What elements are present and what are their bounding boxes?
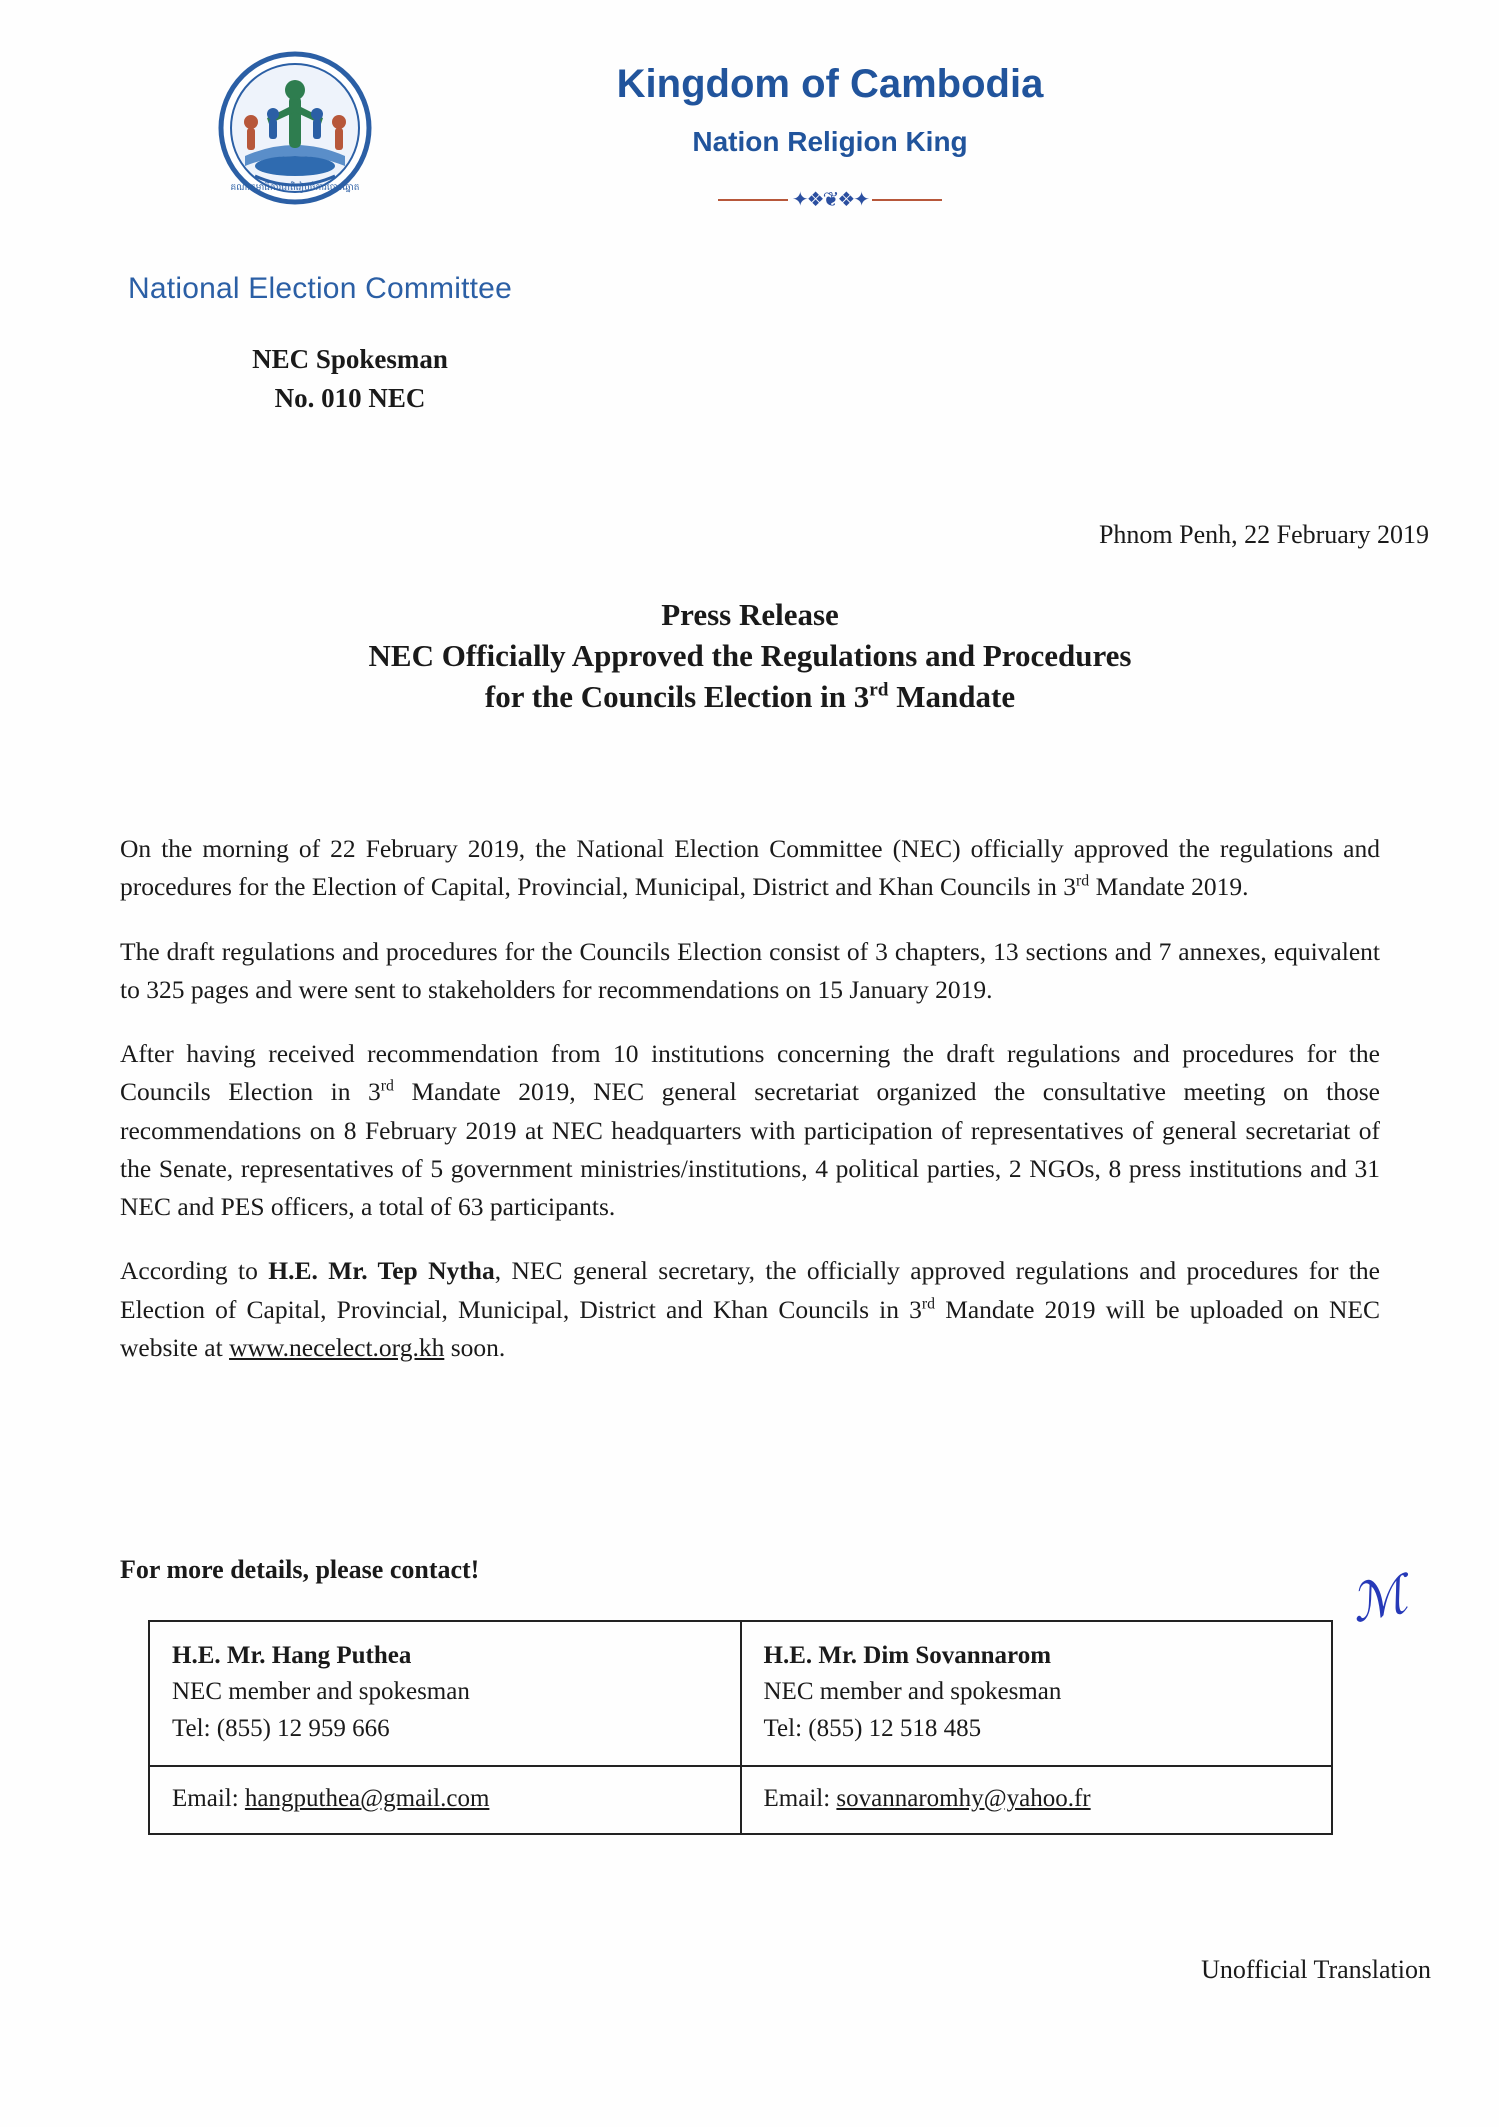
contact-email-cell-2: [741, 1766, 1333, 1834]
paragraph-4: According to H.E. Mr. Tep Nytha, NEC general secretary, the officially approved regulations and procedures for the Election of Capital, Provincial, Municipal, District and Khan Councils in 3rd Mandate 2019 will be uploaded on NEC website at www.necelect.org.kh soon.: [120, 1256, 1380, 1362]
contact-tel: Tel: (855) 12 959 666: [172, 1714, 390, 1742]
paragraph-3: After having received recommendation from 10 institutions concerning the draft regulations and procedures for the Councils Election in 3rd Mandate 2019, NEC general secretariat organized the consultative meeting on those recommendations on 8 February 2019 at NEC headquarters with participation of representatives of general secretariat of the Senate, representatives of 5 government ministries/institutions, 4 political parties, 2 NGOs, 8 press institutions and 31 NEC and PES officers, a total of 63 participants.: [120, 1039, 1380, 1221]
national-motto: Nation Religion King: [692, 126, 968, 157]
paragraph-1: On the morning of 22 February 2019, the National Election Committee (NEC) officially approved the regulations and procedures for the Election of Capital, Provincial, Municipal, District and Khan Councils in 3rd Mandate 2019.: [120, 834, 1380, 902]
spokesman-label: NEC Spokesman: [252, 344, 448, 374]
contact-email-cell-1: [149, 1766, 741, 1834]
contact-tel: Tel: (855) 12 518 485: [763, 1714, 982, 1742]
document-header: [0, 0, 1499, 330]
website-link[interactable]: www.necelect.org.kh: [229, 1332, 445, 1362]
title-line-1: Press Release: [661, 597, 839, 632]
body-content: [120, 830, 1380, 1393]
contacts-table: [148, 1620, 1333, 1835]
organization-name: National Election Committee: [128, 272, 512, 305]
contact-role: NEC member and spokesman: [763, 1678, 1062, 1706]
title-line-3: for the Councils Election in 3rd Mandate: [484, 678, 1016, 714]
contact-name: H.E. Mr. Dim Sovannarom: [763, 1642, 1052, 1669]
email-link[interactable]: hangputhea@gmail.com: [244, 1784, 490, 1812]
document-number: No. 010 NEC: [274, 383, 426, 414]
footer-note: Unofficial Translation: [1201, 1955, 1431, 1984]
contact-cell-1: [149, 1621, 741, 1766]
spokesman-block: [150, 340, 550, 418]
svg-text:គណៈកម្មាធិការជាតិរៀបចំការបោះឆ្: គណៈកម្មាធិការជាតិរៀបចំការបោះឆ្នោត: [230, 182, 360, 192]
ordinal-suffix: rd: [869, 679, 889, 701]
signature-mark: ℳ: [1346, 1566, 1413, 1635]
person-name: H.E. Mr. Tep Nytha: [268, 1256, 495, 1286]
kingdom-title: Kingdom of Cambodia: [616, 62, 1044, 106]
contact-role: NEC member and spokesman: [172, 1678, 470, 1706]
nec-emblem-icon: [215, 48, 375, 208]
email-link[interactable]: sovannaromhy@yahoo.fr: [836, 1784, 1091, 1812]
ornamental-divider: ✦❖❦❖✦: [480, 190, 1180, 210]
paragraph-2: The draft regulations and procedures for the Councils Election consist of 3 chapters, 13 sections and 7 annexes, equivalent to 325 pages and were sent to stakeholders for recommendations on 15 January 2019.: [120, 936, 1380, 1004]
contact-heading: For more details, please contact!: [120, 1555, 480, 1584]
table-row: [149, 1766, 1332, 1834]
table-row: [149, 1621, 1332, 1766]
ordinal-suffix: rd: [921, 1295, 936, 1312]
contact-cell-2: [741, 1621, 1333, 1766]
page-title: [120, 595, 1380, 718]
place-and-date: Phnom Penh, 22 February 2019: [1098, 520, 1429, 549]
ordinal-suffix: rd: [380, 1077, 394, 1095]
contact-name: H.E. Mr. Hang Puthea: [172, 1642, 412, 1669]
email-label: Email:: [172, 1784, 245, 1812]
ordinal-suffix: rd: [1076, 872, 1090, 890]
email-label: Email:: [763, 1784, 837, 1812]
title-line-2: NEC Officially Approved the Regulations and Procedures: [368, 637, 1132, 673]
